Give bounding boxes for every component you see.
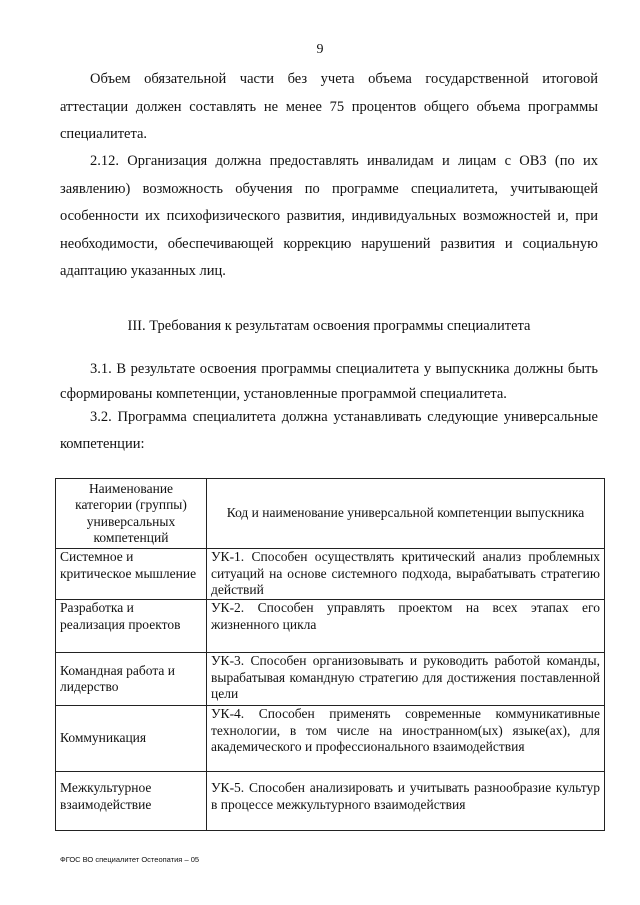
table-row: [56, 772, 605, 831]
competence-cell: УК-1. Способен осуществлять критический анализ проблемных ситуаций на основе системного подхода, вырабатывать стратегию действий: [207, 549, 605, 600]
competence-cell: УК-3. Способен организовывать и руководить работой команды, вырабатывая командную стратегию для достижения поставленной цели: [207, 653, 605, 706]
paragraph-2-12: 2.12. Организация должна предоставлять инвалидам и лицам с ОВЗ (по их заявлению) возможность обучения по программе специалитета, учитывающей особенности их психофизического развития, индивидуальных возможностей и, при необходимости, обеспечивающей коррекцию нарушений развития и социальную адаптацию указанных лиц.: [60, 153, 598, 279]
competence-cell: УК-4. Способен применять современные коммуникативные технологии, в том числе на иностранном(ых) языке(ах), для академического и профессионального взаимодействия: [207, 706, 605, 772]
page-number: 9: [316, 42, 324, 57]
table-row: [56, 549, 605, 600]
table-row: [56, 653, 605, 706]
table-row: [56, 706, 605, 772]
competence-cell: УК-5. Способен анализировать и учитывать разнообразие культур в процессе межкультурного взаимодействия: [207, 772, 605, 831]
column-header-category: Наименование категории (группы) универсальных компетенций: [56, 479, 207, 549]
paragraph-3-1: 3.1. В результате освоения программы специалитета у выпускника должны быть сформированы компетенции, установленные программой специалитета.: [60, 361, 598, 402]
category-cell: Межкультурное взаимодействие: [56, 772, 207, 831]
table-header-row: [56, 479, 605, 549]
category-cell: Командная работа и лидерство: [56, 653, 207, 706]
paragraph-mandatory-part: Объем обязательной части без учета объема государственной итоговой аттестации должен составлять не менее 75 процентов общего объема программы специалитета.: [60, 71, 598, 142]
paragraph-3-2: 3.2. Программа специалитета должна устанавливать следующие универсальные компетенции:: [60, 409, 598, 452]
table-row: [56, 600, 605, 653]
column-header-competence: Код и наименование универсальной компетенции выпускника: [207, 479, 605, 549]
competencies-table: [55, 478, 605, 831]
category-cell: Системное и критическое мышление: [56, 549, 207, 600]
category-cell: Разработка и реализация проектов: [56, 600, 207, 653]
category-cell: Коммуникация: [56, 706, 207, 772]
footer-document-id: ФГОС ВО специалитет Остеопатия – 05: [60, 855, 200, 864]
competence-cell: УК-2. Способен управлять проектом на всех этапах его жизненного цикла: [207, 600, 605, 653]
section-heading: III. Требования к результатам освоения программы специалитета: [127, 318, 531, 334]
